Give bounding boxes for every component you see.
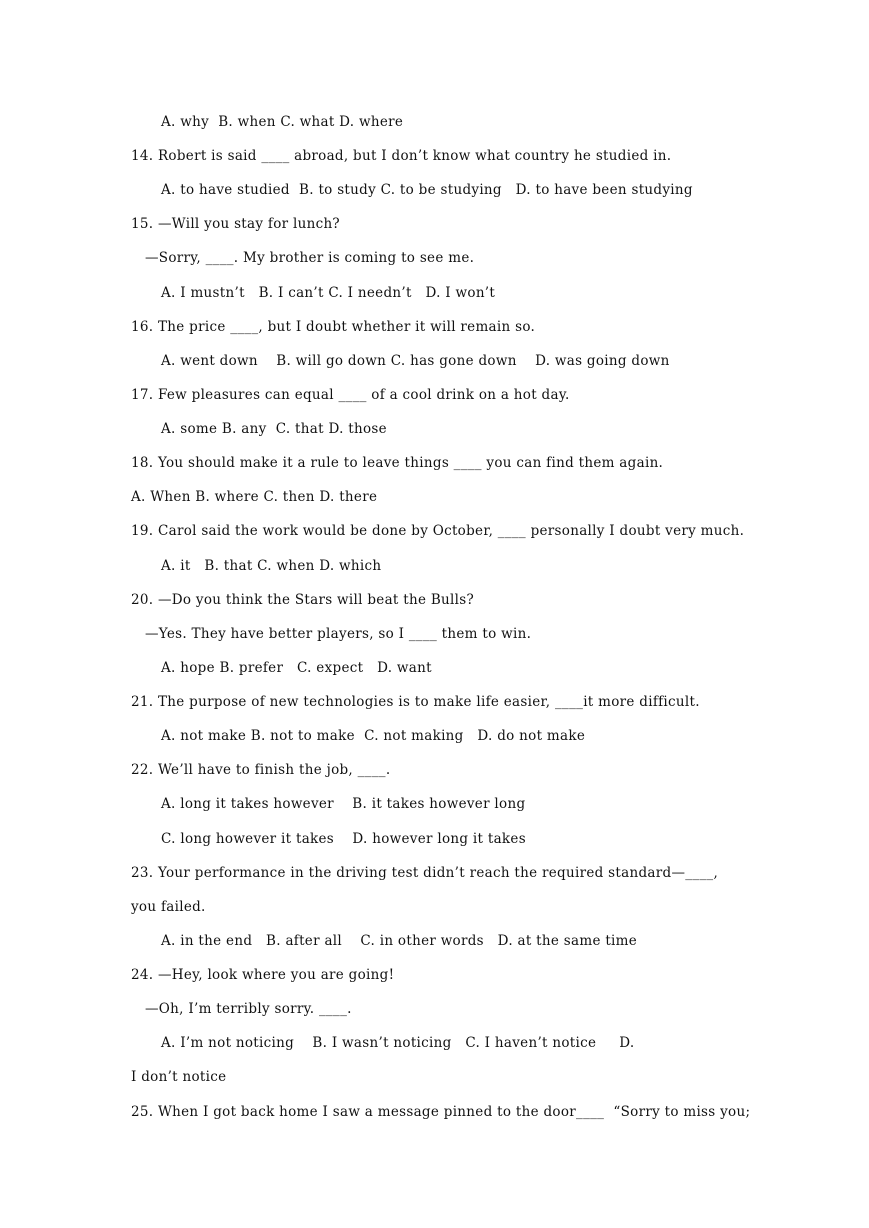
q22-options-ab: A. long it takes however B. it takes however long [161, 796, 526, 812]
q14-stem: 14. Robert is said ____ abroad, but I don’t know what country he studied in. [131, 148, 672, 164]
q18-options: A. When B. where C. then D. there [131, 489, 378, 505]
q24-reply: —Oh, I’m terribly sorry. ____. [145, 1001, 352, 1017]
q14-options: A. to have studied B. to study C. to be studying D. to have been studying [161, 182, 693, 198]
q18-stem: 18. You should make it a rule to leave things ____ you can find them again. [131, 455, 664, 471]
q15-stem: 15. —Will you stay for lunch? [131, 216, 340, 232]
q23-stem: 23. Your performance in the driving test didn’t reach the required standard—____, [131, 865, 719, 881]
q20-reply: —Yes. They have better players, so I ____ them to win. [145, 626, 532, 642]
q25-stem: 25. When I got back home I saw a message pinned to the door____ “Sorry to miss you; [131, 1104, 751, 1120]
q22-options-cd: C. long however it takes D. however long it takes [161, 831, 526, 847]
q24-options: A. I’m not noticing B. I wasn’t noticing C. I haven’t notice D. [161, 1035, 635, 1051]
q16-options: A. went down B. will go down C. has gone down D. was going down [161, 353, 670, 369]
q24-stem: 24. —Hey, look where you are going! [131, 967, 395, 983]
q17-stem: 17. Few pleasures can equal ____ of a cool drink on a hot day. [131, 387, 570, 403]
q20-options: A. hope B. prefer C. expect D. want [161, 660, 432, 676]
q15-reply: —Sorry, ____. My brother is coming to see me. [145, 250, 475, 266]
q23-options: A. in the end B. after all C. in other words D. at the same time [161, 933, 638, 949]
q17-options: A. some B. any C. that D. those [161, 421, 387, 437]
q20-stem: 20. —Do you think the Stars will beat the Bulls? [131, 592, 475, 608]
q15-options: A. I mustn’t B. I can’t C. I needn’t D. I won’t [161, 285, 496, 301]
q21-stem: 21. The purpose of new technologies is to make life easier, ____it more difficult. [131, 694, 700, 710]
q19-options: A. it B. that C. when D. which [161, 558, 382, 574]
q16-stem: 16. The price ____, but I doubt whether it will remain so. [131, 319, 536, 335]
q13-options: A. why B. when C. what D. where [161, 114, 404, 130]
q21-options: A. not make B. not to make C. not making D. do not make [161, 728, 586, 744]
q24-options-cont: I don’t notice [131, 1069, 227, 1085]
q23-stem-cont: you failed. [131, 899, 206, 915]
q22-stem: 22. We’ll have to finish the job, ____. [131, 762, 391, 778]
q19-stem: 19. Carol said the work would be done by October, ____ personally I doubt very much. [131, 523, 745, 539]
